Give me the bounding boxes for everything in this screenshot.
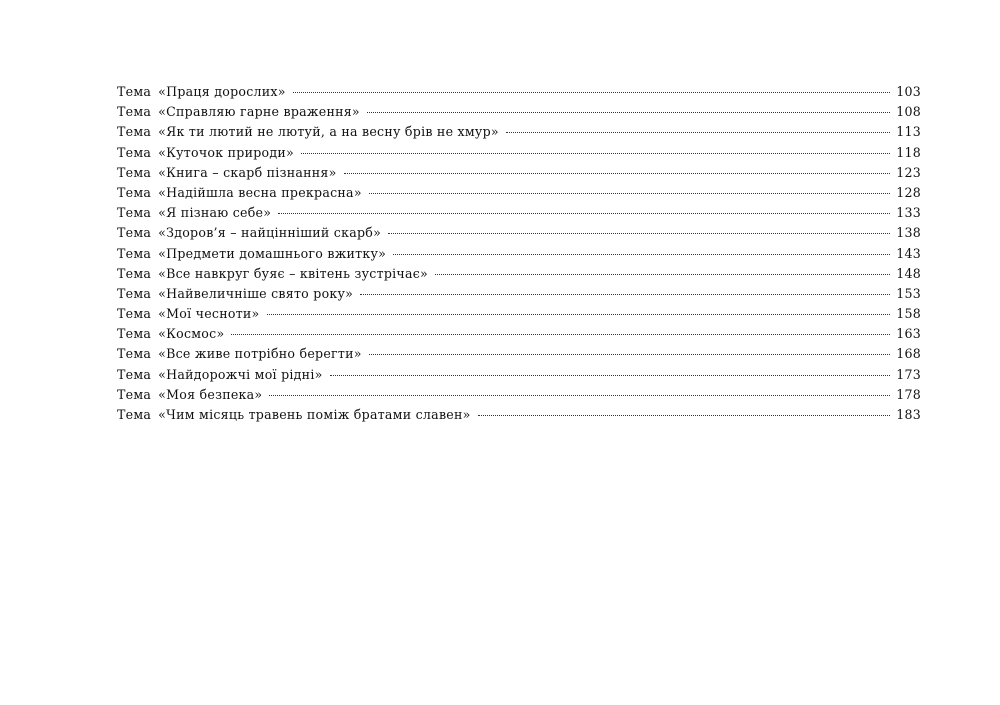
toc-entry — [117, 284, 921, 304]
toc-entry-title-group — [117, 143, 294, 163]
toc-entry-page: 143 — [896, 245, 921, 261]
toc-entry — [117, 183, 921, 203]
toc-entry-title: «Все навкруг буяє – квітень зустрічає» — [158, 265, 429, 281]
toc-entry-page: 113 — [896, 124, 921, 140]
toc-entry-page: 103 — [896, 84, 921, 99]
toc-entry-title: «Надійшла весна прекрасна» — [158, 184, 362, 200]
toc-entry-title: «Предмети домашнього вжитку» — [158, 245, 387, 261]
toc-entry-title: «Космос» — [158, 326, 225, 342]
toc-entry-prefix: Тема — [117, 326, 152, 342]
toc-dot-leader — [506, 132, 890, 133]
toc-dot-leader — [344, 173, 891, 174]
toc-entry-prefix: Тема — [117, 184, 152, 200]
toc-entry-page: 153 — [896, 285, 921, 301]
toc-entry-prefix: Тема — [117, 407, 152, 422]
toc-entry-prefix: Тема — [117, 124, 152, 140]
toc-entry-page: 123 — [896, 164, 921, 180]
toc-entry — [117, 244, 921, 264]
toc-dot-leader — [267, 314, 891, 315]
toc-dot-leader — [301, 153, 890, 154]
toc-entry-title: «Книга – скарб пізнання» — [158, 164, 337, 180]
toc-entry-title-group — [117, 183, 362, 203]
toc-entry-title-group — [117, 405, 471, 425]
toc-dot-leader — [369, 354, 890, 355]
toc-entry-page: 118 — [896, 144, 921, 160]
toc-entry-prefix: Тема — [117, 386, 152, 402]
toc-entry-title: «Моя безпека» — [158, 386, 263, 402]
toc-entry-page: 148 — [896, 265, 921, 281]
toc-entry — [117, 344, 921, 364]
toc-entry-page: 178 — [896, 386, 921, 402]
toc-entry — [117, 324, 921, 344]
toc-entry-title: «Праця дорослих» — [158, 84, 286, 99]
toc-entry-page: 163 — [896, 326, 921, 342]
toc-entry-title-group — [117, 324, 224, 344]
toc-entry-prefix: Тема — [117, 245, 152, 261]
toc-entry-prefix: Тема — [117, 265, 152, 281]
toc-dot-leader — [330, 375, 891, 376]
toc-entry-title: «Як ти лютий не лютуй, а на весну брів не хмур» — [158, 124, 499, 140]
toc-entry-title-group — [117, 244, 386, 264]
toc-entry-title-group — [117, 304, 260, 324]
toc-entry-title: «Справляю гарне враження» — [158, 104, 360, 120]
toc-entry — [117, 82, 921, 102]
toc-dot-leader — [293, 92, 890, 93]
toc-entry-prefix: Тема — [117, 144, 152, 160]
toc-dot-leader — [269, 395, 890, 396]
toc-dot-leader — [278, 213, 890, 214]
toc-entry — [117, 405, 921, 425]
toc-entry — [117, 223, 921, 243]
toc-entry-page: 128 — [896, 184, 921, 200]
toc-entry-title: «Мої чесноти» — [158, 306, 260, 322]
toc-entry — [117, 365, 921, 385]
toc-entry — [117, 264, 921, 284]
toc-entry-title: «Куточок природи» — [158, 144, 294, 160]
toc-entry-page: 133 — [896, 205, 921, 221]
toc-entry-prefix: Тема — [117, 285, 152, 301]
toc-entry-prefix: Тема — [117, 205, 152, 221]
toc-dot-leader — [388, 233, 890, 234]
toc-entry-title-group — [117, 365, 323, 385]
toc-entry-title-group — [117, 344, 362, 364]
toc-entry — [117, 163, 921, 183]
toc-entry-title: «Найвеличніше свято року» — [158, 285, 354, 301]
toc-entry — [117, 122, 921, 142]
toc-entry-prefix: Тема — [117, 225, 152, 241]
toc-entry-prefix: Тема — [117, 306, 152, 322]
toc-entry-title-group — [117, 203, 271, 223]
toc-dot-leader — [393, 254, 890, 255]
toc-dot-leader — [435, 274, 890, 275]
toc-entry-prefix: Тема — [117, 84, 152, 99]
toc-entry-page: 108 — [896, 104, 921, 120]
toc-entry-page: 173 — [896, 366, 921, 382]
toc-entry-title: «Я пізнаю себе» — [158, 205, 272, 221]
toc-entry-title-group — [117, 163, 337, 183]
toc-entry-title: «Все живе потрібно берегти» — [158, 346, 362, 362]
toc-entry-page: 168 — [896, 346, 921, 362]
toc-entry-page: 183 — [896, 407, 921, 422]
toc-entry-title: «Чим місяць травень поміж братами славен» — [158, 407, 471, 422]
toc-dot-leader — [367, 112, 890, 113]
table-of-contents — [117, 82, 921, 425]
toc-entry-title: «Найдорожчі мої рідні» — [158, 366, 323, 382]
toc-entry-title: «Здоров’я – найцінніший скарб» — [158, 225, 382, 241]
toc-dot-leader — [369, 193, 890, 194]
toc-entry-prefix: Тема — [117, 164, 152, 180]
toc-entry-title-group — [117, 102, 360, 122]
toc-dot-leader — [231, 334, 890, 335]
toc-entry-title-group — [117, 284, 353, 304]
toc-entry-title-group — [117, 223, 381, 243]
toc-entry-prefix: Тема — [117, 346, 152, 362]
toc-entry — [117, 203, 921, 223]
toc-entry-prefix: Тема — [117, 366, 152, 382]
toc-entry-title-group — [117, 82, 286, 102]
toc-entry-title-group — [117, 264, 428, 284]
toc-entry-title-group — [117, 385, 262, 405]
toc-entry — [117, 304, 921, 324]
toc-dot-leader — [360, 294, 890, 295]
toc-entry-prefix: Тема — [117, 104, 152, 120]
toc-dot-leader — [478, 415, 891, 416]
toc-entry — [117, 385, 921, 405]
toc-entry — [117, 102, 921, 122]
toc-entry — [117, 143, 921, 163]
toc-entry-page: 158 — [896, 306, 921, 322]
toc-entry-page: 138 — [896, 225, 921, 241]
toc-entry-title-group — [117, 122, 499, 142]
